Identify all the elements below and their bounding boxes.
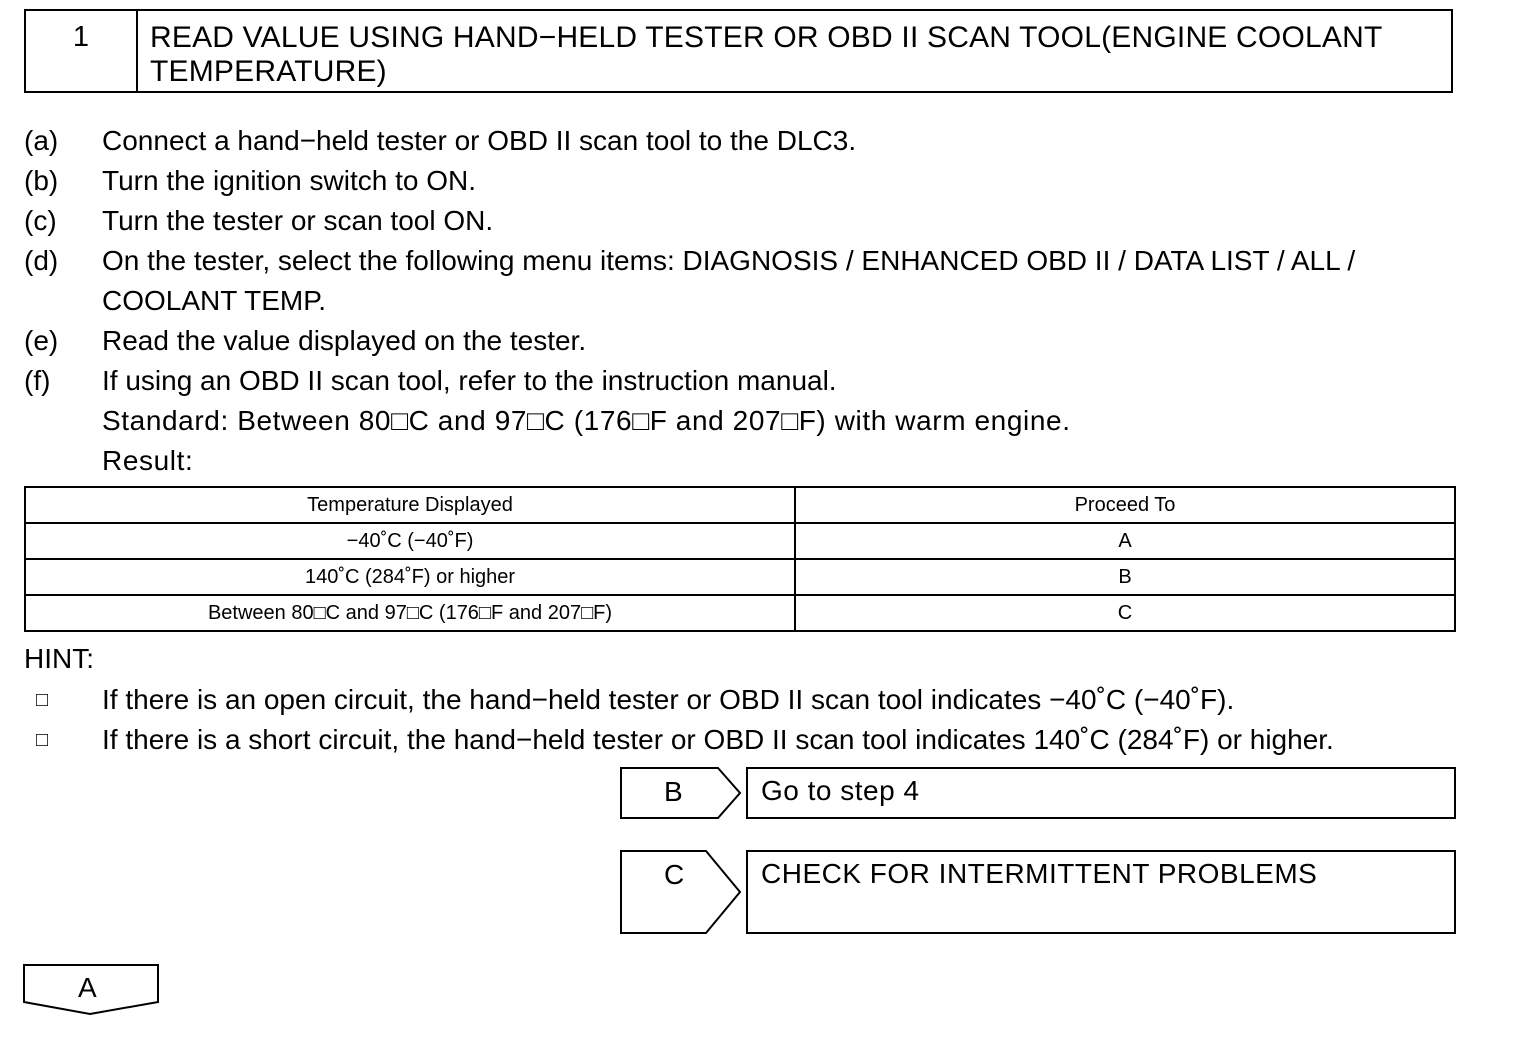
- hint-title: HINT:: [24, 643, 94, 674]
- table-row: [25, 523, 1455, 559]
- procedure-label: (e): [24, 325, 59, 356]
- procedure-item: [24, 121, 1484, 161]
- table-cell: C: [795, 595, 1455, 631]
- result-table: [24, 486, 1456, 632]
- standard-spec: Standard: Between 80□C and 97□C (176□F and 207□F) with warm engine.: [102, 405, 1071, 436]
- procedure-text: If using an OBD II scan tool, refer to the instruction manual.: [102, 365, 837, 396]
- procedure-item: [24, 161, 1484, 201]
- continue-a-arrow: [22, 964, 160, 1016]
- checkbox-bullet-icon: □: [36, 689, 49, 711]
- checkbox-bullet-icon: □: [36, 729, 49, 751]
- hint-item: [24, 680, 1334, 720]
- procedure-label: (c): [24, 205, 57, 236]
- procedure-label: (b): [24, 165, 59, 196]
- route-b-arrow: [620, 767, 742, 819]
- step-title: READ VALUE USING HAND−HELD TESTER OR OBD II SCAN TOOL(ENGINE COOLANT TEMPERATURE): [150, 21, 1382, 88]
- route-letter: A: [78, 972, 97, 1003]
- table-cell: 140˚C (284˚F) or higher: [25, 559, 795, 595]
- procedure-text: Turn the ignition switch to ON.: [102, 165, 477, 196]
- procedure-list: [24, 121, 1484, 481]
- procedure-item: [24, 201, 1484, 241]
- table-row: [25, 595, 1455, 631]
- result-label: Result:: [102, 445, 194, 476]
- table-cell: Between 80□C and 97□C (176□F and 207□F): [25, 595, 795, 631]
- procedure-label: (d): [24, 245, 59, 276]
- procedure-text: On the tester, select the following menu items: DIAGNOSIS / ENHANCED OBD II / DATA LIST / ALL / COOLANT TEMP.: [102, 245, 1356, 316]
- step-number: 1: [26, 11, 138, 91]
- procedure-item: [24, 241, 1484, 321]
- table-header-row: [25, 487, 1455, 523]
- column-header: Temperature Displayed: [25, 487, 795, 523]
- procedure-label: (a): [24, 125, 59, 156]
- hint-item: [24, 720, 1334, 760]
- procedure-item: [24, 321, 1484, 361]
- route-c-arrow: [620, 850, 742, 934]
- procedure-text: Read the value displayed on the tester.: [102, 325, 587, 356]
- route-b-action: Go to step 4: [746, 767, 1456, 819]
- table-row: [25, 559, 1455, 595]
- procedure-text: Connect a hand−held tester or OBD II scan tool to the DLC3.: [102, 125, 857, 156]
- procedure-text: Turn the tester or scan tool ON.: [102, 205, 494, 236]
- table-cell: A: [795, 523, 1455, 559]
- procedure-label: (f): [24, 365, 51, 396]
- table-cell: −40˚C (−40˚F): [25, 523, 795, 559]
- route-letter: C: [664, 859, 685, 890]
- hint-text: If there is an open circuit, the hand−held tester or OBD II scan tool indicates −40˚C (−40˚F).: [102, 684, 1235, 715]
- table-cell: B: [795, 559, 1455, 595]
- route-letter: B: [664, 776, 683, 807]
- hint-text: If there is a short circuit, the hand−held tester or OBD II scan tool indicates 140˚C (284˚F) or higher.: [102, 724, 1334, 755]
- column-header: Proceed To: [795, 487, 1455, 523]
- step-header: [24, 9, 1453, 93]
- hint-list: [24, 680, 1334, 760]
- procedure-item: [24, 361, 1484, 401]
- route-c-action: CHECK FOR INTERMITTENT PROBLEMS: [746, 850, 1456, 934]
